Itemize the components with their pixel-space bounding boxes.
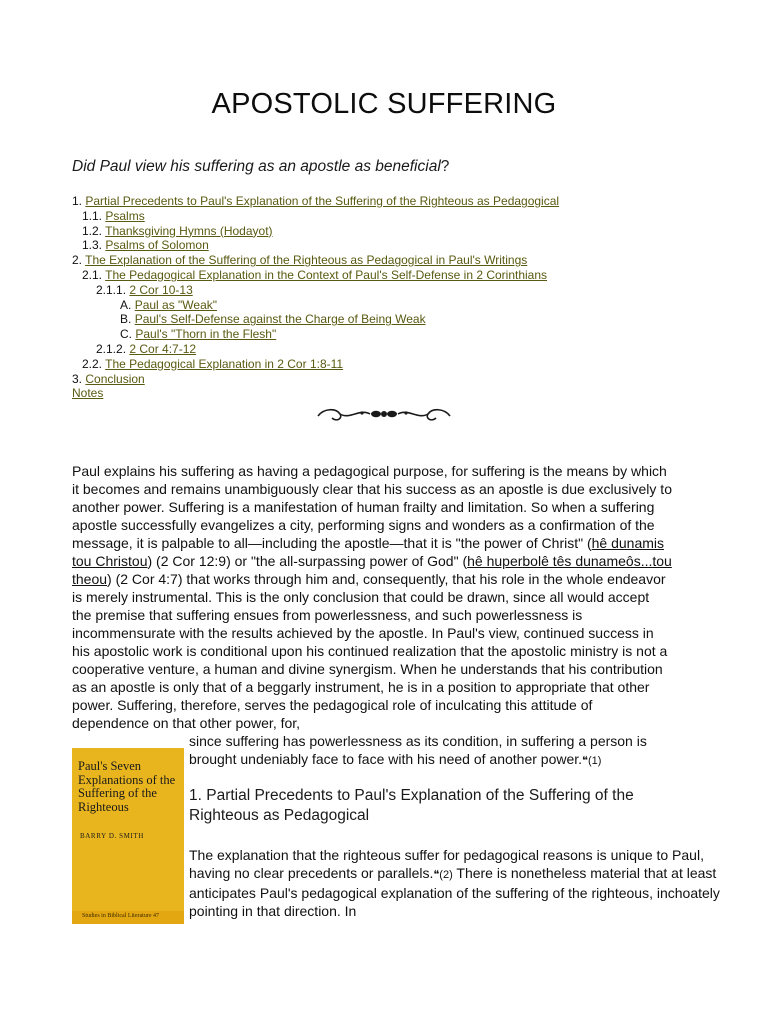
toc-item: [72, 268, 559, 283]
toc-item-number: 2.1.1.: [96, 282, 127, 297]
book-cover-author: BARRY D. SMITH: [80, 832, 144, 840]
book-cover-series-bar: [72, 911, 184, 924]
toc-item: [72, 372, 559, 387]
toc-link[interactable]: Paul's Self-Defense against the Charge of Being Weak: [134, 312, 426, 327]
toc-item-number: 1.1.: [82, 208, 103, 223]
table-of-contents: [72, 194, 559, 401]
subtitle-question-mark: ?: [440, 158, 450, 175]
toc-item: [72, 224, 559, 239]
book-cover-faint-text: [84, 848, 180, 859]
toc-item: [72, 194, 559, 209]
toc-item-number: 1.2.: [82, 223, 103, 238]
toc-item-number: 2.1.2.: [96, 341, 127, 356]
section-heading-1: 1. Partial Precedents to Paul's Explanation of the Suffering of the Righteous as Pedagogical: [189, 787, 634, 824]
ornament-divider-icon: [314, 402, 454, 426]
paragraph-text: ) (2 Cor 12:9) or "the all-surpassing power of God" (: [147, 553, 468, 569]
toc-link[interactable]: 2 Cor 10-13: [129, 282, 193, 297]
toc-item: [72, 342, 559, 357]
toc-item: [72, 283, 559, 298]
toc-item: [72, 238, 559, 253]
subtitle: [72, 158, 449, 176]
greek-link-huperbole[interactable]: hê huperbolê tês dunamеôs...tou theou: [72, 553, 672, 587]
toc-link[interactable]: Paul's "Thorn in the Flesh": [135, 327, 277, 342]
subtitle-text: Did Paul view his suffering as an apostle as beneficial: [72, 158, 441, 175]
paragraph-text: since suffering has powerlessness as its condition, in suffering a person is brought undeniably face to face with his need of another power.: [189, 733, 647, 767]
paragraph-intro-continued: [189, 732, 689, 770]
greek-link-dunamis[interactable]: hê dunamis tou Christou: [72, 535, 665, 569]
toc-item-number: 1.3.: [82, 238, 103, 253]
toc-link[interactable]: Thanksgiving Hymns (Hodayot): [105, 223, 273, 238]
toc-item-number: 3.: [72, 371, 83, 386]
footnote-ref-2[interactable]: (2): [439, 869, 453, 881]
toc-item: [72, 209, 559, 224]
toc-link[interactable]: The Explanation of the Suffering of the Righteous as Pedagogical in Paul's Writings: [85, 253, 528, 268]
toc-link[interactable]: Paul as "Weak": [134, 297, 218, 312]
page-title: APOSTOLIC SUFFERING: [211, 88, 557, 120]
toc-link[interactable]: Notes: [72, 386, 104, 401]
toc-item-number: 2.: [72, 253, 83, 268]
toc-item-number: A.: [120, 297, 132, 312]
toc-item: [72, 357, 559, 372]
toc-item: [72, 253, 559, 268]
toc-link[interactable]: The Pedagogical Explanation in 2 Cor 1:8-11: [105, 356, 344, 371]
toc-link[interactable]: 2 Cor 4:7-12: [129, 341, 197, 356]
paragraph-text: ) (2 Cor 4:7) that works through him and, consequently, that his role in the whole endeavor is merely instrumental. This is the only conclusion that could be drawn, since all would accept the premise that suffering ensues from powerlessness, and such powerlessness is incommensurate with the results achieved by the apostle. In Paul's view, continued success in his apostolic work is conditional upon his continued realization that the apostolic ministry is not a cooperative venture, a human and divine synergism. When he understands that his contribution as an apostle is only that of a beggarly instrument, he is in a position to appropriate that other power. Suffering, therefore, serves the pedagogical role of inculcating this attitude of dependence on that other power, for,: [72, 571, 668, 731]
paragraph-intro: [72, 462, 672, 732]
paragraph-text: The explanation that the righteous suffer for pedagogical reasons is unique to Paul, having no clear precedents or parallels.: [189, 847, 704, 881]
toc-item-number: B.: [120, 312, 132, 327]
toc-item: [72, 298, 559, 313]
toc-item: [72, 386, 559, 401]
book-cover-image: [72, 748, 184, 924]
toc-item-number: C.: [120, 327, 132, 342]
toc-link[interactable]: Partial Precedents to Paul's Explanation of the Suffering of the Righteous as Pedagogical: [85, 194, 560, 208]
footnote-ref-1[interactable]: (1): [587, 755, 602, 767]
toc-link[interactable]: The Pedagogical Explanation in the Context of Paul's Self-Defense in 2 Corinthians: [105, 267, 548, 282]
toc-item-number: 2.1.: [82, 267, 103, 282]
toc-link[interactable]: Conclusion: [85, 371, 145, 386]
toc-link[interactable]: Psalms of Solomon: [105, 238, 209, 253]
book-cover-series: Studies in Biblical Literature 47: [82, 913, 159, 919]
toc-item: [72, 327, 559, 342]
paragraph-text: There is nonetheless material that at least anticipates Paul's pedagogical explanation of the suffering of the righteous, inchoately pointing in that direction. In: [189, 865, 720, 919]
toc-item-number: 1.: [72, 194, 83, 208]
footnote-arrow-icon[interactable]: ❝: [433, 869, 440, 881]
toc-item-number: 2.2.: [82, 356, 103, 371]
paragraph-text: Paul explains his suffering as having a pedagogical purpose, for suffering is the means by which it becomes and remains unambiguously clear that his success as an apostle is due exclusively to another power. Suffering is a manifestation of human frailty and limitation. So when a suffering apostle successfully evangelizes a city, performing signs and wonders as a confirmation of the message, it is palpable to all—including the apostle—that it is "the power of Christ" (: [72, 463, 672, 551]
toc-item: [72, 312, 559, 327]
toc-link[interactable]: Psalms: [105, 208, 145, 223]
footnote-arrow-icon[interactable]: ❝: [582, 755, 588, 767]
paragraph-section-1: [189, 846, 729, 920]
book-cover-title: Paul's Seven Explanations of the Suffering of the Righteous: [78, 759, 176, 814]
